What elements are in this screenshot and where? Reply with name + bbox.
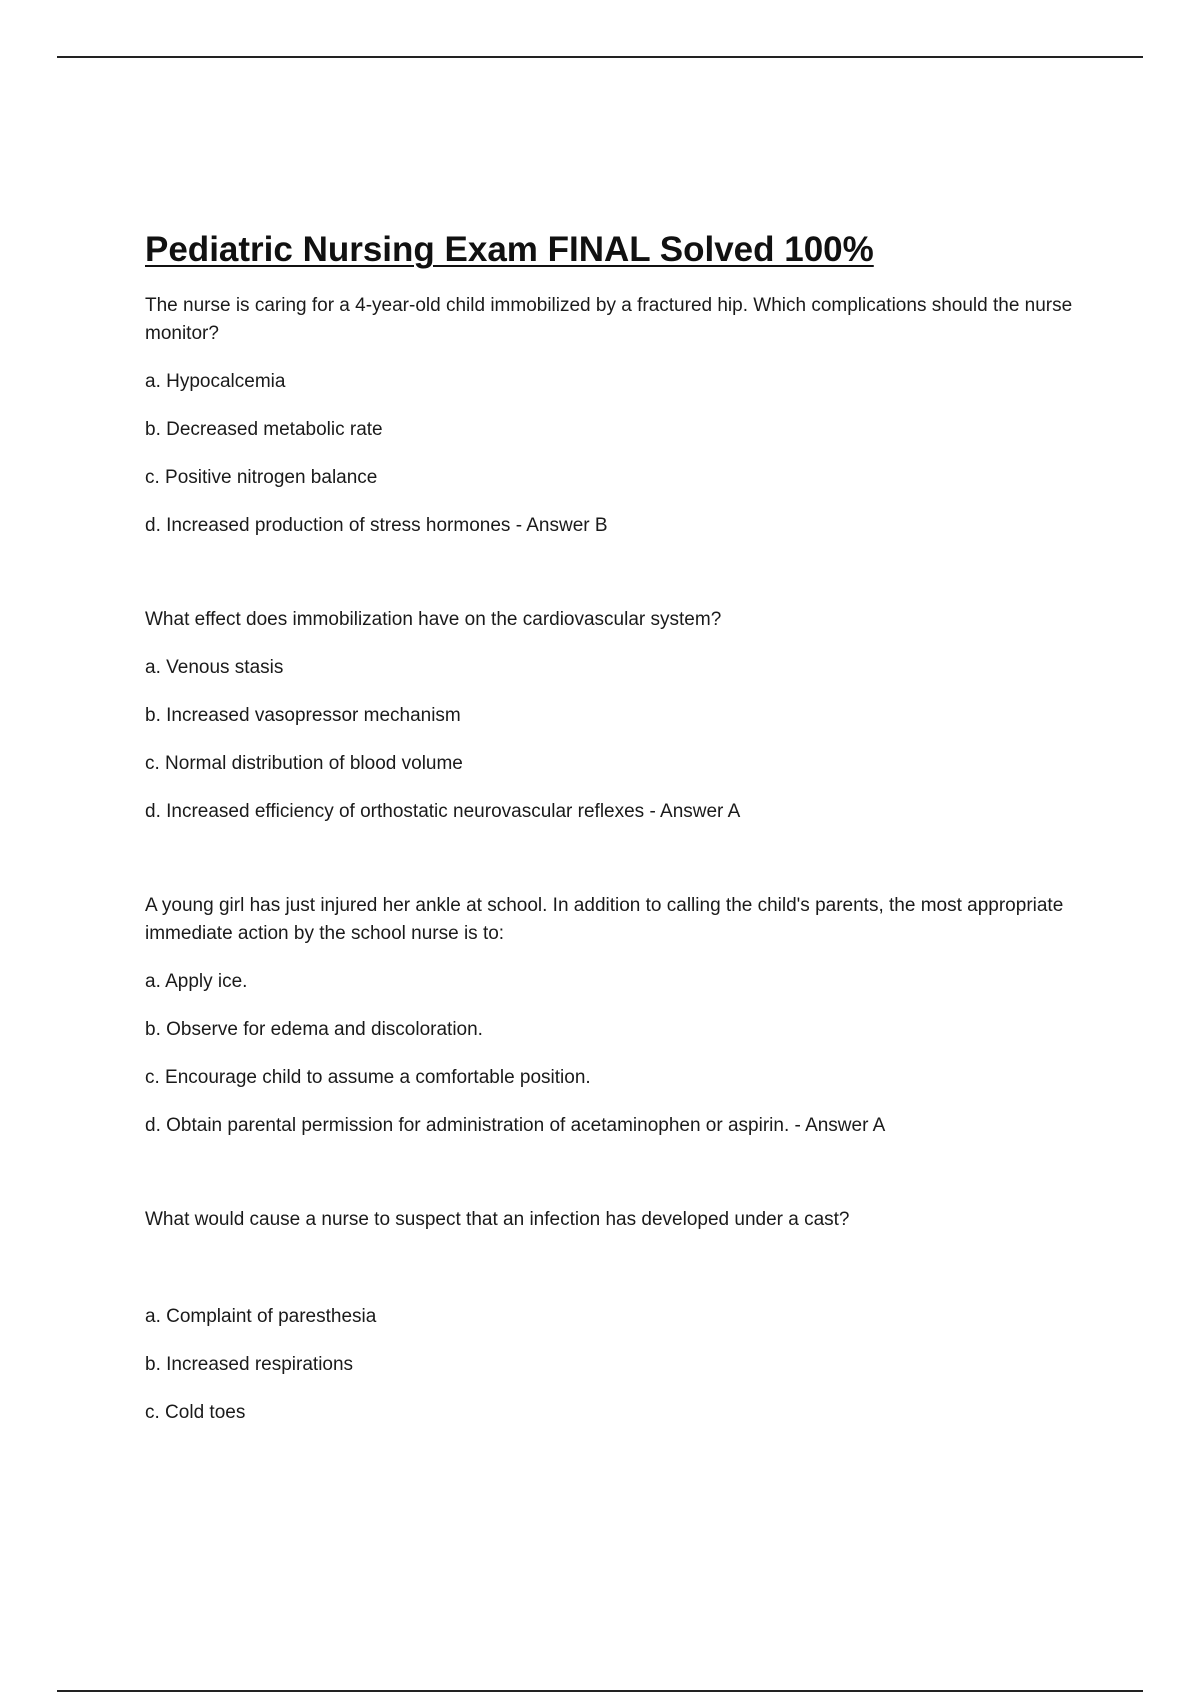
question-2 (145, 606, 1085, 826)
spacer (145, 560, 1085, 606)
answer-option: b. Observe for edema and discoloration. (145, 1018, 483, 1040)
page-title: Pediatric Nursing Exam FINAL Solved 100% (145, 230, 874, 269)
document-body (145, 228, 1085, 1447)
answer-option: a. Venous stasis (145, 656, 284, 678)
question-text: A young girl has just injured her ankle at school. In addition to calling the child's parents, the most appropriate immediate action by the school nurse is to: (145, 894, 1064, 944)
question-1 (145, 292, 1085, 540)
bottom-rule (57, 1690, 1143, 1692)
answer-option: d. Obtain parental permission for administration of acetaminophen or aspirin. - Answer A (145, 1114, 886, 1136)
answer-option: c. Positive nitrogen balance (145, 466, 378, 488)
spacer (145, 1254, 1085, 1303)
answer-option: c. Cold toes (145, 1401, 246, 1423)
answer-option: b. Increased vasopressor mechanism (145, 704, 461, 726)
answer-option: a. Apply ice. (145, 970, 248, 992)
answer-option: a. Complaint of paresthesia (145, 1305, 377, 1327)
answer-option: b. Decreased metabolic rate (145, 418, 383, 440)
question-text: The nurse is caring for a 4-year-old child immobilized by a fractured hip. Which complications should the nurse monitor? (145, 294, 1073, 344)
answer-option: a. Hypocalcemia (145, 370, 286, 392)
question-text: What effect does immobilization have on the cardiovascular system? (145, 608, 722, 630)
top-rule (57, 56, 1143, 58)
spacer (145, 1160, 1085, 1206)
spacer (145, 846, 1085, 892)
question-4 (145, 1206, 1085, 1427)
answer-option: c. Encourage child to assume a comfortable position. (145, 1066, 591, 1088)
answer-option: d. Increased efficiency of orthostatic neurovascular reflexes - Answer A (145, 800, 741, 822)
answer-option: d. Increased production of stress hormones - Answer B (145, 514, 608, 536)
question-3 (145, 892, 1085, 1140)
question-text: What would cause a nurse to suspect that an infection has developed under a cast? (145, 1208, 850, 1230)
answer-option: c. Normal distribution of blood volume (145, 752, 463, 774)
answer-option: b. Increased respirations (145, 1353, 354, 1375)
